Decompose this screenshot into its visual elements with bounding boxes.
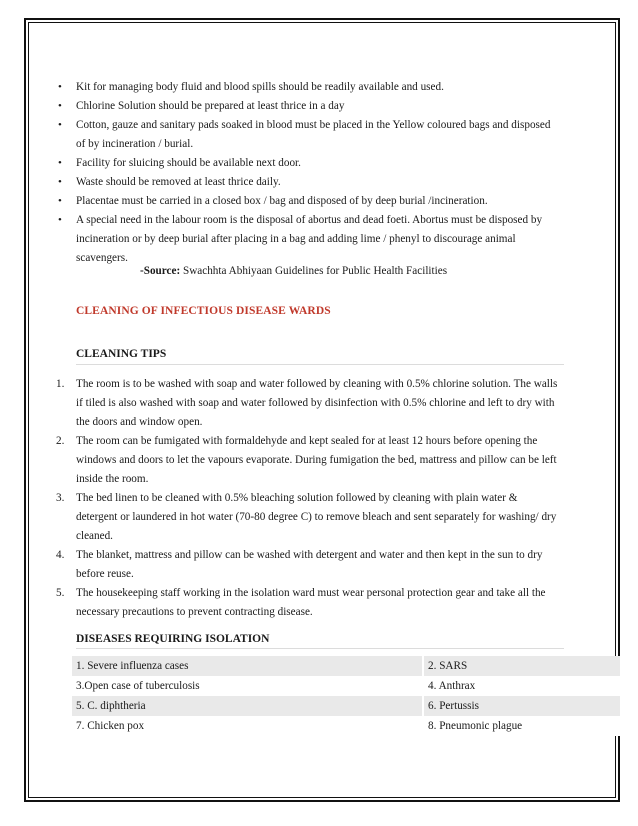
table-cell: 8. Pneumonic plague [423,716,620,736]
tips-heading-rule [76,364,564,365]
table-cell: 7. Chicken pox [72,716,423,736]
table-row [72,676,620,696]
source-citation [140,262,447,281]
table-cell: 2. SARS [423,656,620,676]
tip-item: 1. The room is to be washed with soap and water followed by cleaning with 0.5% chlorine solution. The walls if tiled is also washed with soap and water followed by disinfection with 0.5% chlorine and left to dry with the doors and window open. [76,375,560,432]
isolation-heading-rule [76,648,564,649]
tip-number: 4. [56,549,65,561]
tip-number: 5. [56,587,65,599]
tip-number: 1. [56,378,65,390]
bullet-item: • Waste should be removed at least thrice daily. [76,173,560,192]
disposal-bullet-list [58,78,560,268]
source-label: -Source: [140,265,181,277]
source-text: Swachhta Abhiyaan Guidelines for Public Health Facilities [180,265,448,277]
table-cell: 3.Open case of tuberculosis [72,676,423,696]
tip-item: 5. The housekeeping staff working in the isolation ward must wear personal protection gear and take all the necessary precautions to prevent contracting disease. [76,584,560,622]
cleaning-tips-list [56,375,560,622]
bullet-item: • Placentae must be carried in a closed box / bag and disposed of by deep burial /incineration. [76,192,560,211]
bullet-item: • Cotton, gauze and sanitary pads soaked in blood must be placed in the Yellow coloured bags and disposed of by incineration / burial. [76,116,560,154]
tip-number: 2. [56,435,65,447]
bullet-icon: • [58,81,62,93]
isolation-heading: DISEASES REQUIRING ISOLATION [76,633,270,645]
table-cell: 5. C. diphtheria [72,696,423,716]
table-row [72,716,620,736]
bullet-icon: • [58,119,62,131]
bullet-icon: • [58,195,62,207]
bullet-icon: • [58,157,62,169]
bullet-item: • Facility for sluicing should be available next door. [76,154,560,173]
tips-heading: CLEANING TIPS [76,348,167,360]
bullet-icon: • [58,214,62,226]
bullet-item: • Kit for managing body fluid and blood spills should be readily available and used. [76,78,560,97]
tip-item: 2. The room can be fumigated with formaldehyde and kept sealed for at least 12 hours before opening the windows and doors to let the vapours evaporate. During fumigation the bed, mattress and pillow can be left inside the room. [76,432,560,489]
table-cell: 4. Anthrax [423,676,620,696]
table-cell: 1. Severe influenza cases [72,656,423,676]
section-heading: CLEANING OF INFECTIOUS DISEASE WARDS [76,305,331,317]
bullet-icon: • [58,176,62,188]
bullet-item: • Chlorine Solution should be prepared at least thrice in a day [76,97,560,116]
table-cell: 6. Pertussis [423,696,620,716]
tip-number: 3. [56,492,65,504]
table-row [72,696,620,716]
tip-item: 4. The blanket, mattress and pillow can be washed with detergent and water and then kept in the sun to dry before reuse. [76,546,560,584]
tip-item: 3. The bed linen to be cleaned with 0.5% bleaching solution followed by cleaning with plain water & detergent or laundered in hot water (70-80 degree C) to remove bleach and sent separately for washing/ dry cleaned. [76,489,560,546]
isolation-diseases-table [72,656,620,736]
bullet-item: • A special need in the labour room is the disposal of abortus and dead foeti. Abortus must be disposed by incineration or by deep burial after placing in a bag and adding lime / phenyl to discourage animal scavengers. [76,211,560,268]
bullet-icon: • [58,100,62,112]
table-row [72,656,620,676]
